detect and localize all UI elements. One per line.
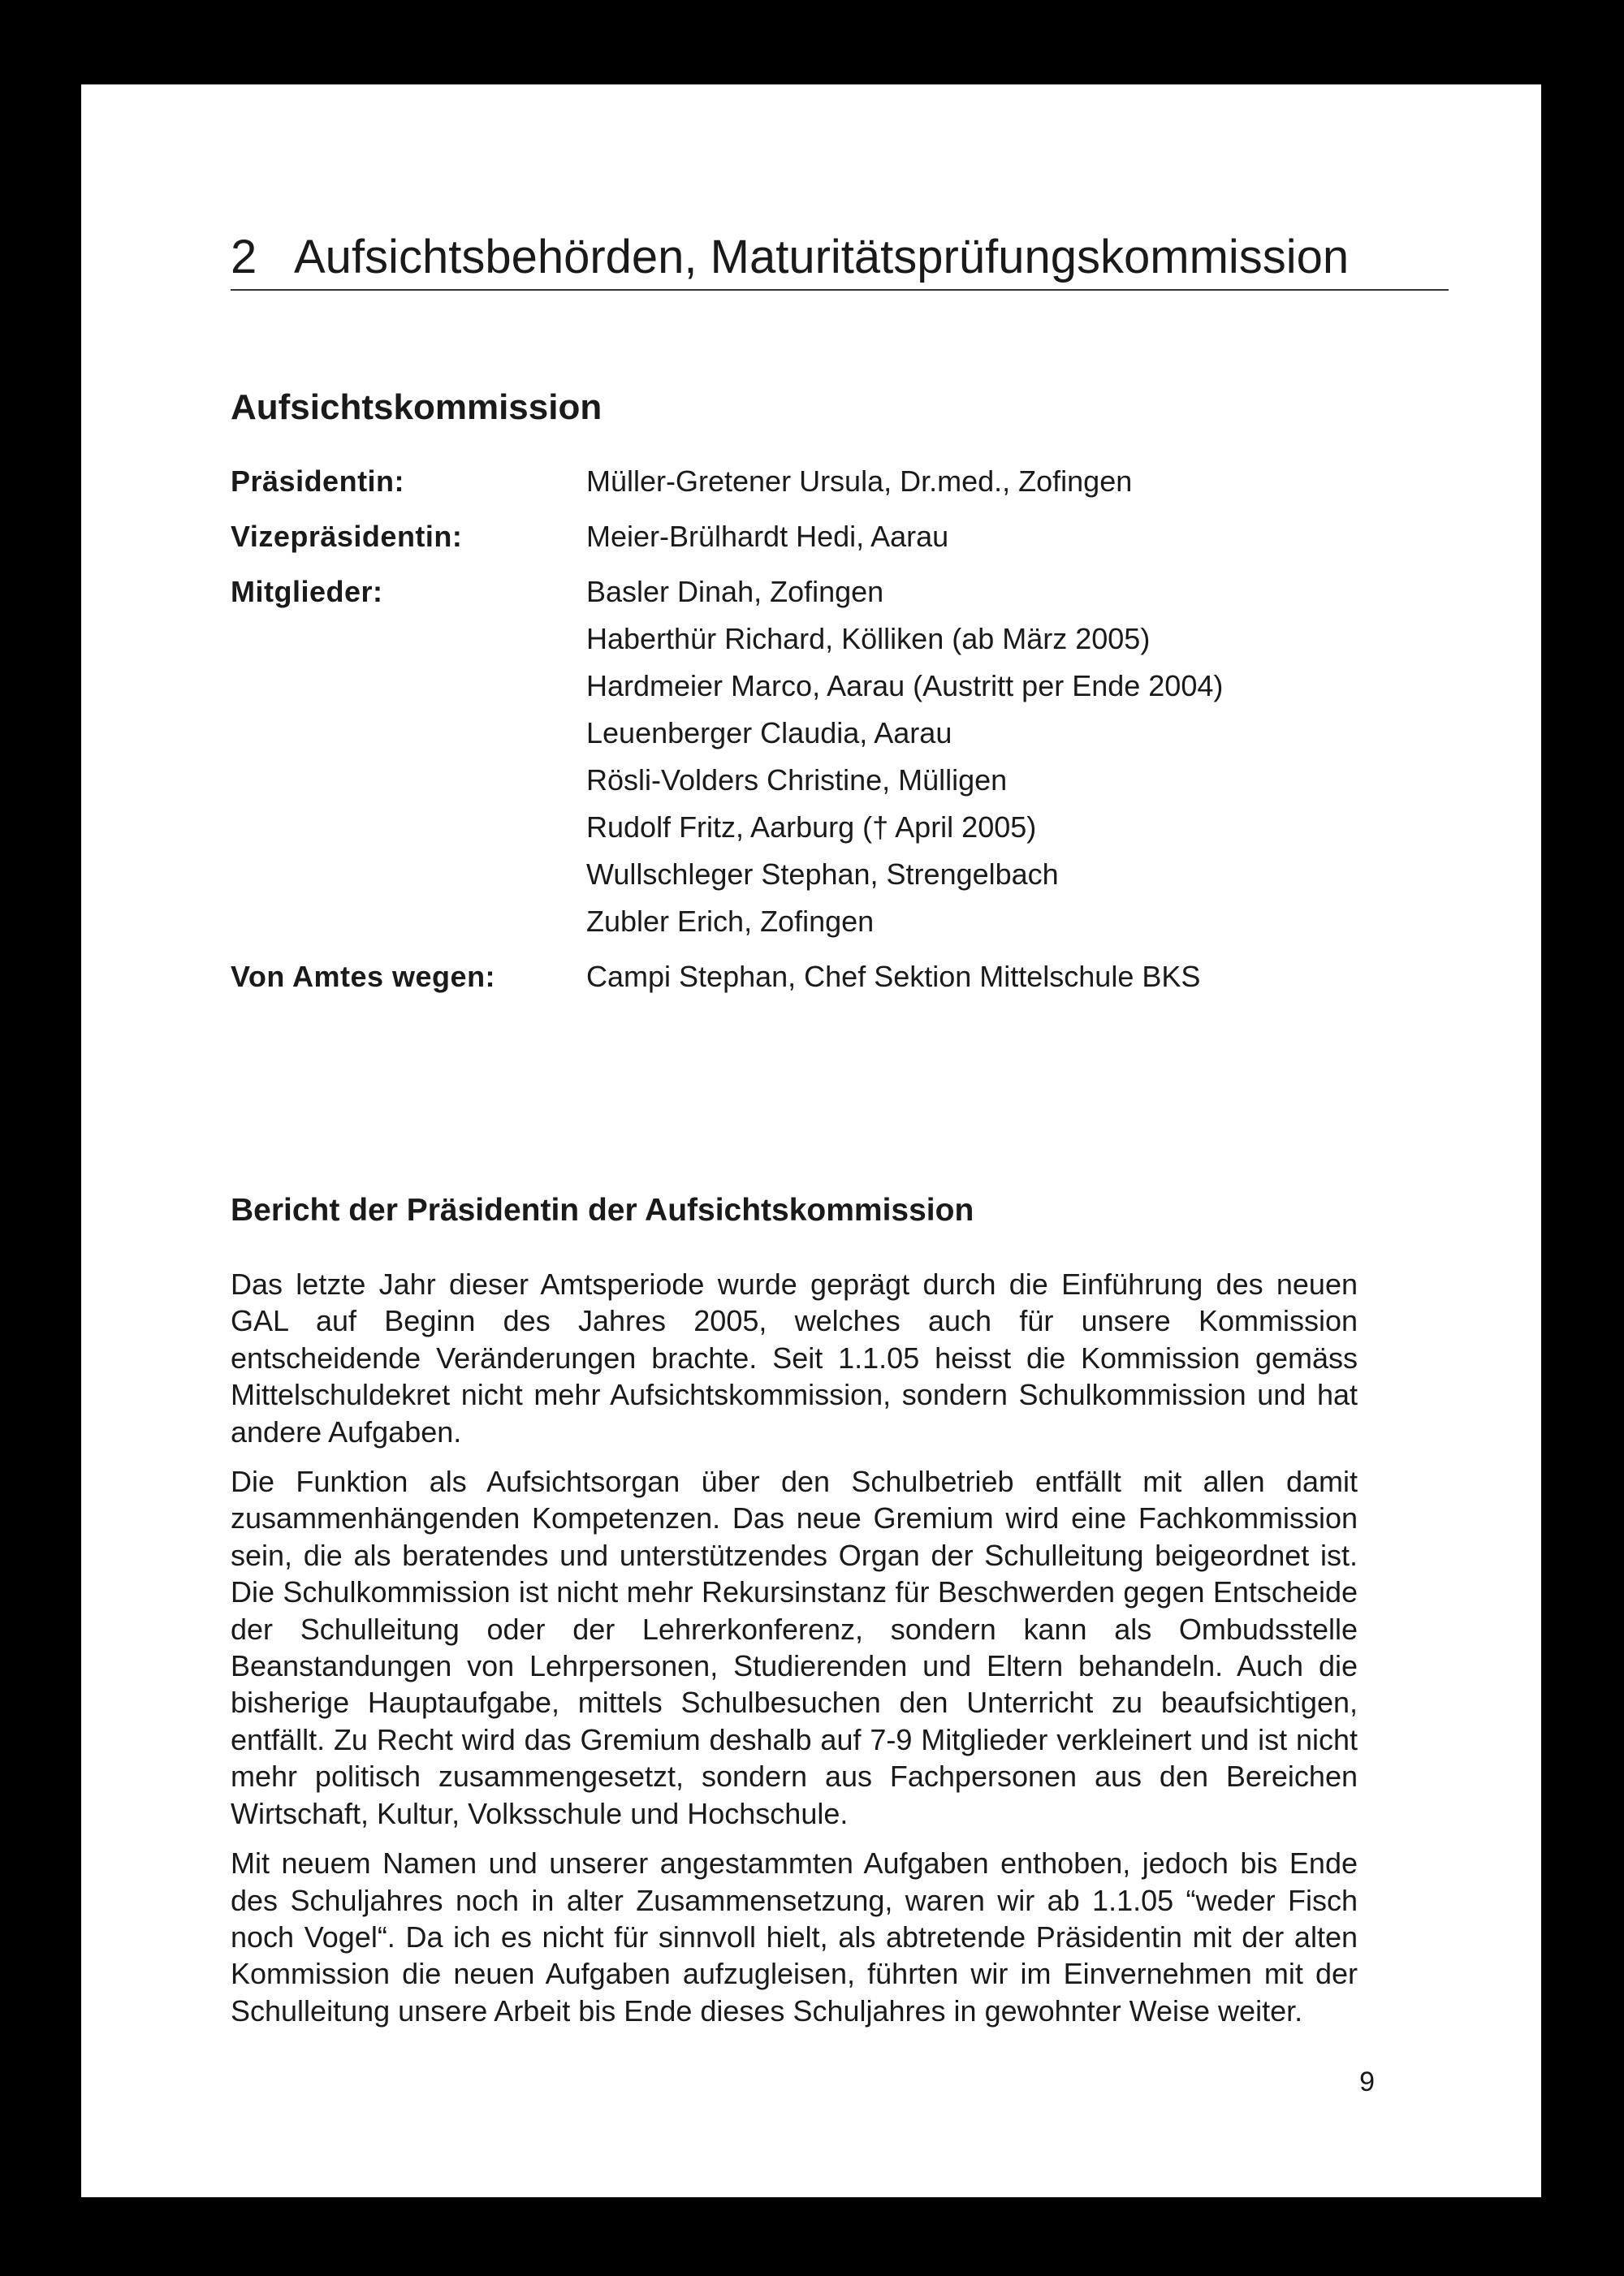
role-names bbox=[586, 568, 1449, 945]
role-label: Mitglieder: bbox=[231, 575, 383, 608]
role-label: Von Amtes wegen: bbox=[231, 960, 496, 993]
role-names bbox=[586, 458, 1449, 505]
member-name: Müller-Gretener Ursula, Dr.med., Zofingen bbox=[586, 464, 1133, 498]
chapter-number: 2 bbox=[231, 231, 257, 283]
commission-heading: Aufsichtskommission bbox=[231, 387, 603, 427]
member-name: Leuenberger Claudia, Aarau bbox=[586, 716, 952, 749]
chapter-underline bbox=[231, 289, 1449, 291]
role-label: Präsidentin: bbox=[231, 464, 405, 498]
role-row-vice-president bbox=[231, 513, 1449, 560]
member-name: Hardmeier Marco, Aarau (Austritt per Ende 2004) bbox=[586, 669, 1224, 702]
report-body bbox=[231, 1266, 1358, 2042]
chapter-title-text: Aufsichtsbehörden, Maturitätsprüfungskommission bbox=[294, 231, 1350, 283]
chapter-title bbox=[231, 229, 1450, 286]
role-names bbox=[586, 513, 1449, 560]
role-row-president bbox=[231, 458, 1449, 505]
member-name: Haberthür Richard, Kölliken (ab März 2005) bbox=[586, 622, 1151, 655]
member-name: Basler Dinah, Zofingen bbox=[586, 575, 884, 608]
report-heading: Bericht der Präsidentin der Aufsichtskommission bbox=[231, 1193, 974, 1228]
report-paragraph: Mit neuem Namen und unserer angestammten Aufgaben enthoben, jedoch bis Ende des Schuljahres noch in alter Zusammensetzung, waren wir ab 1.1.05 “weder Fisch noch Vogel“. Da ich es nicht für sinnvoll hielt, als abtretende Präsidentin mit der alten Kommission die neuen Aufgaben aufzugleisen, führten wir im Einvernehmen mit der Schulleitung unsere Arbeit bis Ende dieses Schuljahres in gewohnter Weise weiter. bbox=[231, 1846, 1358, 2028]
role-row-members bbox=[231, 568, 1449, 945]
page-number: 9 bbox=[1359, 2067, 1375, 2097]
report-paragraph: Die Funktion als Aufsichtsorgan über den Schulbetrieb entfällt mit allen damit zusammenhängenden Kompetenzen. Das neue Gremium wird eine Fachkommission sein, die als beratendes und unterstützendes Organ der Schulleitung beigeordnet ist. Die Schulkommission ist nicht mehr Rekursinstanz für Beschwerden gegen Entscheide der Schulleitung oder der Lehrerkonferenz, sondern kann als Ombudsstelle Beanstandungen von Lehrpersonen, Studierenden und Eltern behandeln. Auch die bisherige Hauptaufgabe, mittels Schulbesuchen den Unterricht zu beaufsichtigen, entfällt. Zu Recht wird das Gremium deshalb auf 7-9 Mitglieder verkleinert und ist nicht mehr politisch zusammengesetzt, sondern aus Fachpersonen aus den Bereichen Wirtschaft, Kultur, Volksschule und Hochschule. bbox=[231, 1465, 1358, 1830]
document-page bbox=[81, 84, 1541, 2197]
role-names bbox=[586, 953, 1449, 1000]
member-name: Meier-Brülhardt Hedi, Aarau bbox=[586, 520, 949, 553]
report-paragraph: Das letzte Jahr dieser Amtsperiode wurde geprägt durch die Einführung des neuen GAL auf Beginn des Jahres 2005, welches auch für unsere Kommission entscheidende Veränderungen brachte. Seit 1.1.05 heisst die Kommission gemäss Mittelschuldekret nicht mehr Aufsichtskommission, sondern Schulkommission und hat andere Aufgaben. bbox=[231, 1268, 1358, 1449]
member-name: Rösli-Volders Christine, Mülligen bbox=[586, 763, 1008, 797]
member-name: Campi Stephan, Chef Sektion Mittelschule BKS bbox=[586, 960, 1201, 993]
commission-members bbox=[231, 458, 1449, 1000]
member-name: Wullschleger Stephan, Strengelbach bbox=[586, 857, 1059, 891]
role-label: Vizepräsidentin: bbox=[231, 520, 463, 553]
member-name: Rudolf Fritz, Aarburg († April 2005) bbox=[586, 810, 1037, 844]
member-name: Zubler Erich, Zofingen bbox=[586, 905, 875, 938]
role-row-ex-officio bbox=[231, 953, 1449, 1000]
